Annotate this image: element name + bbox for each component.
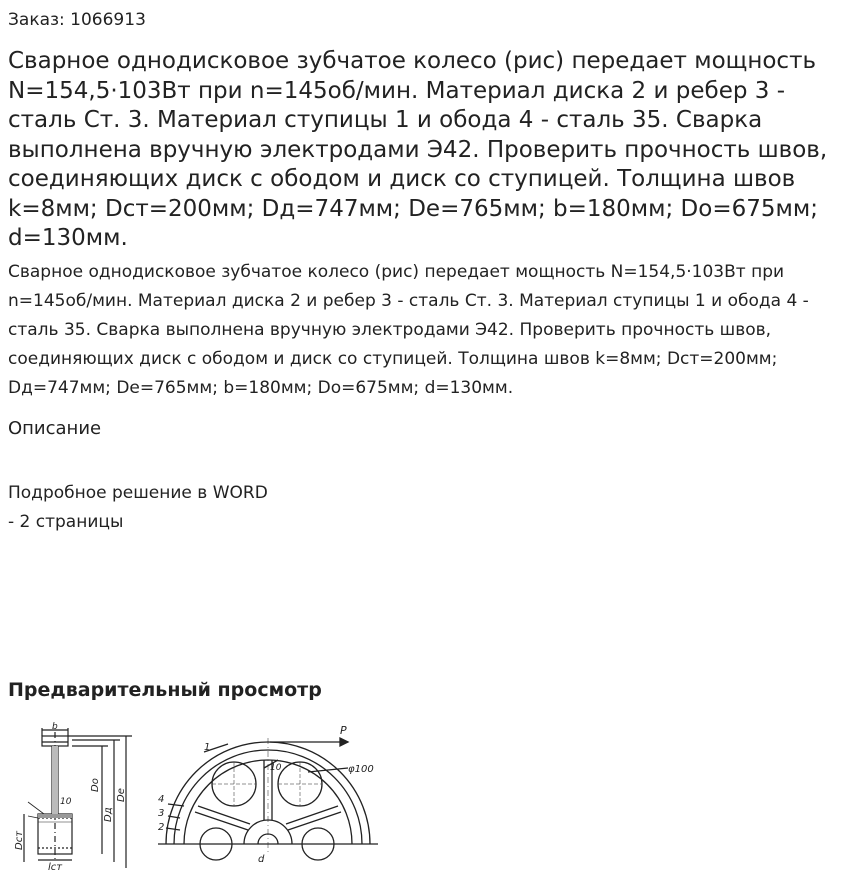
label-dd: Dд	[103, 807, 114, 822]
preview-image[interactable]	[8, 722, 388, 872]
label-part-3: 3	[158, 808, 165, 819]
task-description: Сварное однодисковое зубчатое колесо (рис) передает мощность N=154,5·103Вт при n=145об/мин. Материал диска 2 и ребер 3 - сталь Ст. 3. Материал ступицы 1 и обода 4 - сталь 35. Сварка выполнена вручную электродами Э42. Проверить прочность швов, соединяющих диск с ободом и диск со ступицей. Толщина швов k=8мм; Dст=200мм; Dд=747мм; De=765мм; b=180мм; Do=675мм; d=130мм.	[8, 262, 809, 398]
label-bore: d	[258, 854, 265, 865]
label-part-4: 4	[158, 794, 165, 805]
label-rib-thickness: 10	[270, 763, 282, 773]
solution-details: Подробное решение в WORD - 2 страницы	[8, 483, 268, 532]
order-number: Заказ: 1066913	[8, 10, 146, 30]
label-de: De	[116, 788, 127, 802]
side-view-hatching	[38, 746, 72, 818]
gear-drawing	[8, 722, 388, 872]
label-do: Do	[90, 778, 101, 792]
label-s: 10	[60, 797, 72, 807]
label-hole: φ100	[348, 764, 374, 775]
label-force: P	[340, 724, 347, 737]
task-title: Сварное однодисковое зубчатое колесо (рис) передает мощность N=154,5·103Вт при n=145об/мин. Материал диска 2 и ребер 3 - сталь Ст. 3. Материал ступицы 1 и обода 4 - сталь 35. Сварка выполнена вручную электродами Э42. Проверить прочность швов, соединяющих диск с ободом и диск со ступицей. Толщина швов k=8мм; Dст=200мм; Dд=747мм; De=765мм; b=180мм; Do=675мм; d=130мм.	[8, 48, 828, 251]
preview-heading: Предварительный просмотр	[8, 679, 322, 701]
label-part-2: 2	[158, 822, 165, 833]
label-part-1: 1	[204, 742, 211, 753]
description-heading: Описание	[8, 418, 102, 439]
label-lst: lст	[48, 862, 63, 872]
label-b: b	[52, 722, 58, 732]
label-dst: Dст	[14, 830, 25, 850]
